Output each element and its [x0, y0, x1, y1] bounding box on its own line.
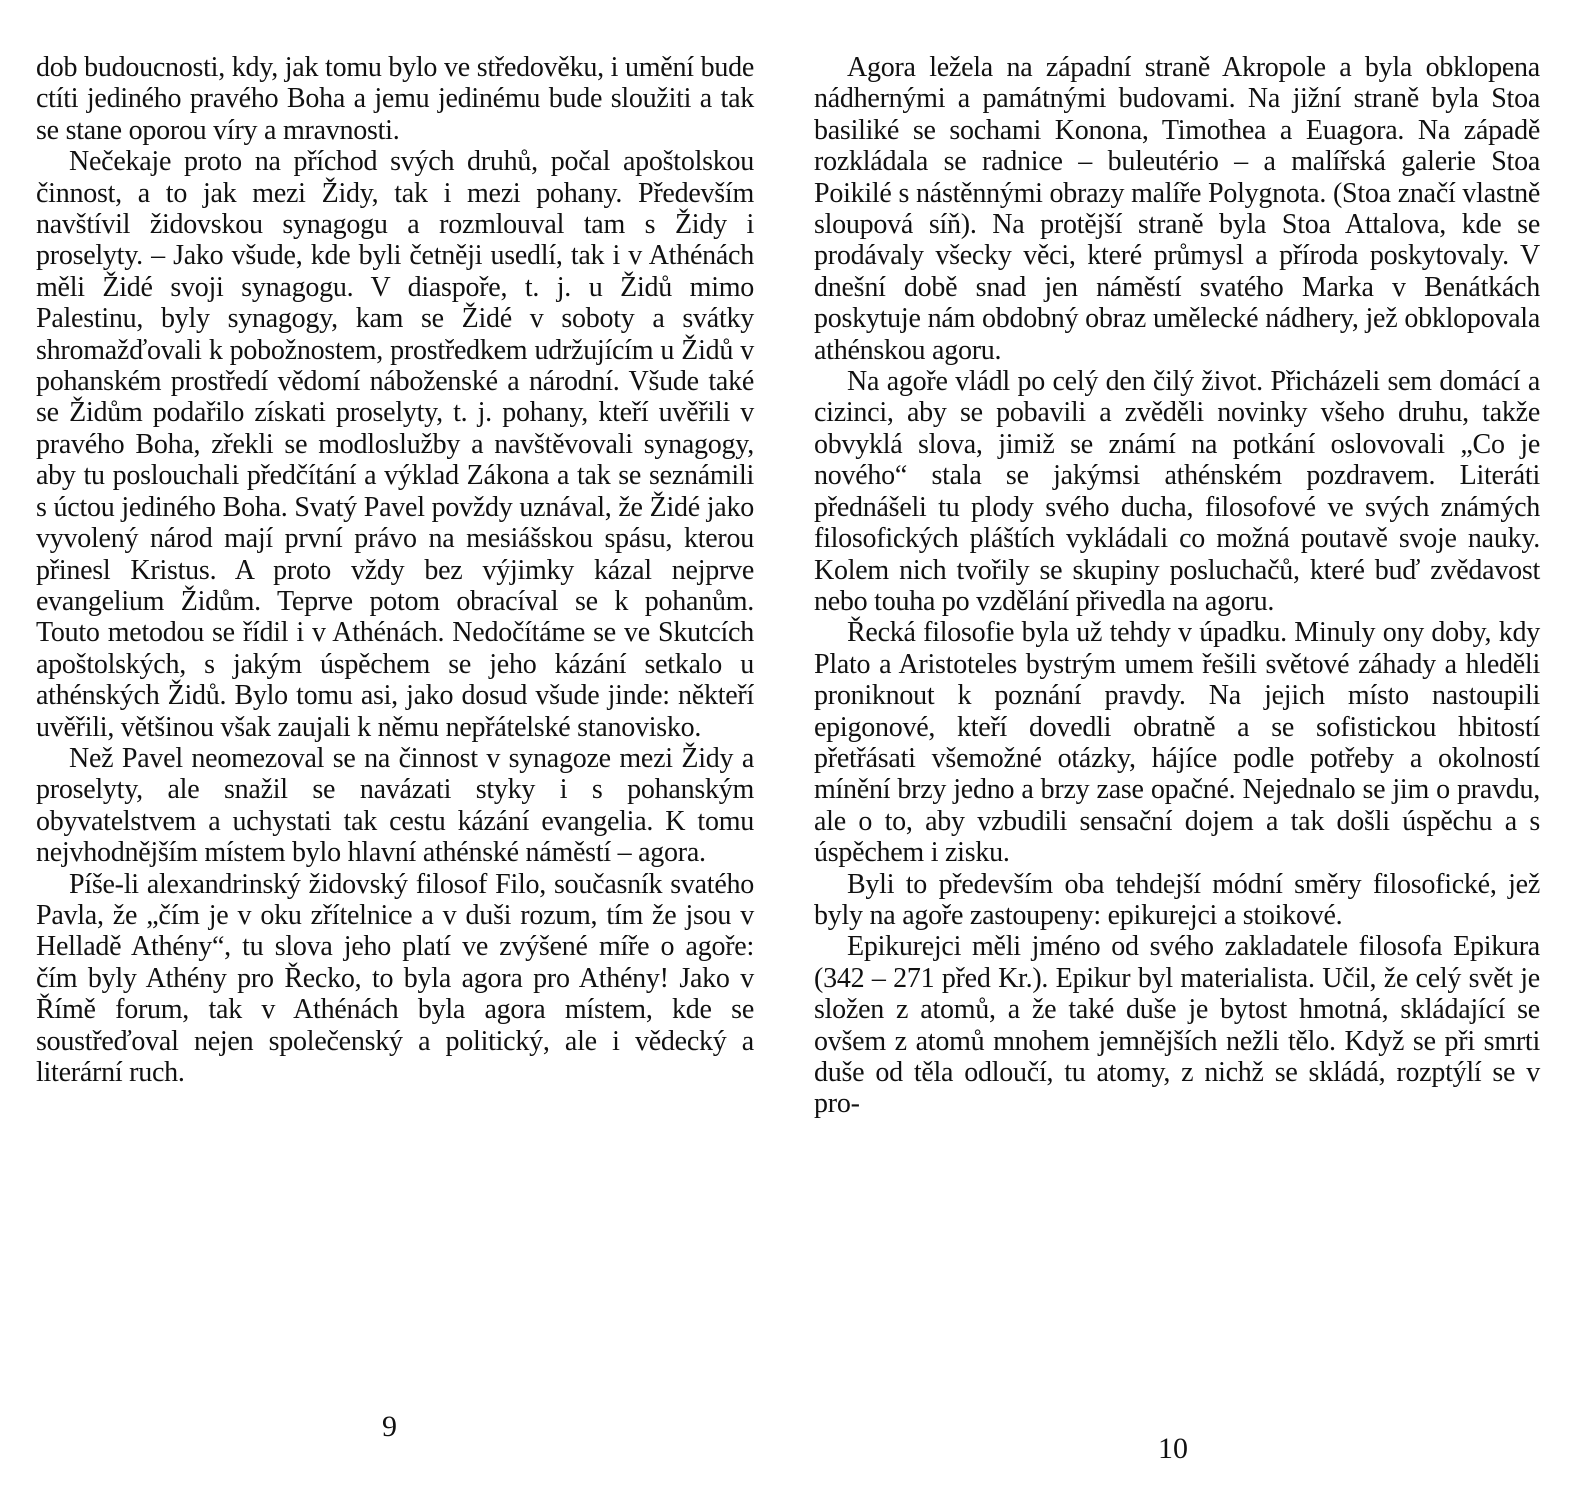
left-page [0, 0, 760, 1500]
paragraph: Agora ležela na západní straně Akropole a byla obklopena nádhernými a památnými budovami. Na jižní straně byla Stoa basiliké se sochami Konona, Timothea a Euagora. Na západě rozkládala se radnice – buleutério – a malířská galerie Stoa Poikilé s nástěnnými obrazy malíře Polygnota. (Stoa značí vlastně sloupová síň). Na protější straně byla Stoa Attalova, kde se prodávaly všecky věci, které průmysl a příroda poskytovaly. V dnešní době snad jen náměstí svatého Marka v Benátkách poskytuje nám obdobný obraz umělecké nádhery, jež obklopovala athénskou agoru. [814, 52, 1540, 366]
paragraph: Řecká filosofie byla už tehdy v úpadku. Minuly ony doby, kdy Plato a Aristoteles bystrým umem řešili světové záhady a hleděli proniknout k poznání pravdy. Na jejich místo nastoupili epigonové, kteří dovedli obratně a se sofistickou hbitostí přetřásati všemožné otázky, hájíce podle potřeby a okolností mínění brzy jedno a brzy zase opačné. Nejednalo se jim o pravdu, ale o to, aby vzbudili sensační dojem a tak došli úspěchu a s úspěchem i zisku. [814, 617, 1540, 869]
left-page-text [36, 52, 754, 1088]
paragraph: Píše-li alexandrinský židovský filosof Filo, současník svatého Pavla, že „čím je v oku zřítelnice a v duši rozum, tím že jsou v Helladě Athény“, tu slova jeho platí ve zvýšené míře o agoře: čím byly Athény pro Řecko, to byla agora pro Athény! Jako v Římě forum, tak v Athénách byla agora místem, kde se soustřeďoval nejen společenský a politický, ale i vědecký a literární ruch. [36, 868, 754, 1088]
page-number: 9 [382, 1410, 397, 1443]
paragraph: dob budoucnosti, kdy, jak tomu bylo ve středověku, i umění bude ctíti jediného pravého Boha a jemu jedinému bude sloužiti a tak se stane oporou víry a mravnosti. [36, 52, 754, 146]
paragraph: Byli to především oba tehdejší módní směry filosofické, jež byly na agoře zastoupeny: epikurejci a stoikové. [814, 868, 1540, 931]
paragraph: Než Pavel neomezoval se na činnost v synagoze mezi Židy a proselyty, ale snažil se navázati styky i s pohanským obyvatelstvem a uchystati tak cestu kázání evangelia. K tomu nejvhodnějším místem bylo hlavní athénské náměstí – agora. [36, 742, 754, 869]
right-page [792, 0, 1552, 1500]
paragraph: Nečekaje proto na příchod svých druhů, počal apoštolskou činnost, a to jak mezi Židy, tak i mezi pohany. Především navštívil židovskou synagogu a rozmlouval tam s Židy i proselyty. – Jako všude, kde byli četněji usedlí, tak i v Athénách měli Židé svoji synagogu. V diaspoře, t. j. u Židů mimo Palestinu, byly synagogy, kam se Židé v soboty a svátky shromažďovali k pobožnostem, prostředkem udržujícím u Židů v pohanském prostředí vědomí náboženské a národní. Všude také se Židům podařilo získati proselyty, t. j. pohany, kteří uvěřili v pravého Boha, zřekli se modloslužby a navštěvovali synagogy, aby tu poslouchali předčítání a výklad Zákona a tak se seznámili s úctou jediného Boha. Svatý Pavel povždy uznával, že Židé jako vyvolený národ mají první právo na mesiášskou spásu, kterou přinesl Kristus. A proto vždy bez výjimky kázal nejprve evangelium Židům. Teprve potom obracíval se k pohanům. Touto metodou se řídil i v Athénách. Nedočítáme se ve Skutcích apoštolských, s jakým úspěchem se jeho kázání setkalo u athénských Židů. Bylo tomu asi, jako dosud všude jinde: někteří uvěřili, většinou však zaujali k němu nepřátelské stanovisko. [36, 146, 754, 743]
page-number: 10 [1158, 1432, 1188, 1465]
paragraph: Epikurejci měli jméno od svého zakladatele filosofa Epikura (342 – 271 před Kr.). Epikur byl materialista. Učil, že celý svět je složen z atomů, a že také duše je bytost hmotná, skládající se ovšem z atomů mnohem jemnějších nežli tělo. Když se při smrti duše od těla odloučí, tu atomy, z nichž se skládá, rozptýlí se v pro- [814, 931, 1540, 1120]
right-page-text [814, 52, 1540, 1120]
paragraph: Na agoře vládl po celý den čilý život. Přicházeli sem domácí a cizinci, aby se pobavili a zvěděli novinky všeho druhu, takže obvyklá slova, jimiž se známí na potkání oslovovali „Co je nového“ stala se jakýmsi athénském pozdravem. Literáti přednášeli tu plody svého ducha, filosofové ve svých známých filosofických pláštích vykládali co možná poutavě svoje nauky. Kolem nich tvořily se skupiny posluchačů, které buď zvědavost nebo touha po vzdělání přivedla na agoru. [814, 366, 1540, 617]
